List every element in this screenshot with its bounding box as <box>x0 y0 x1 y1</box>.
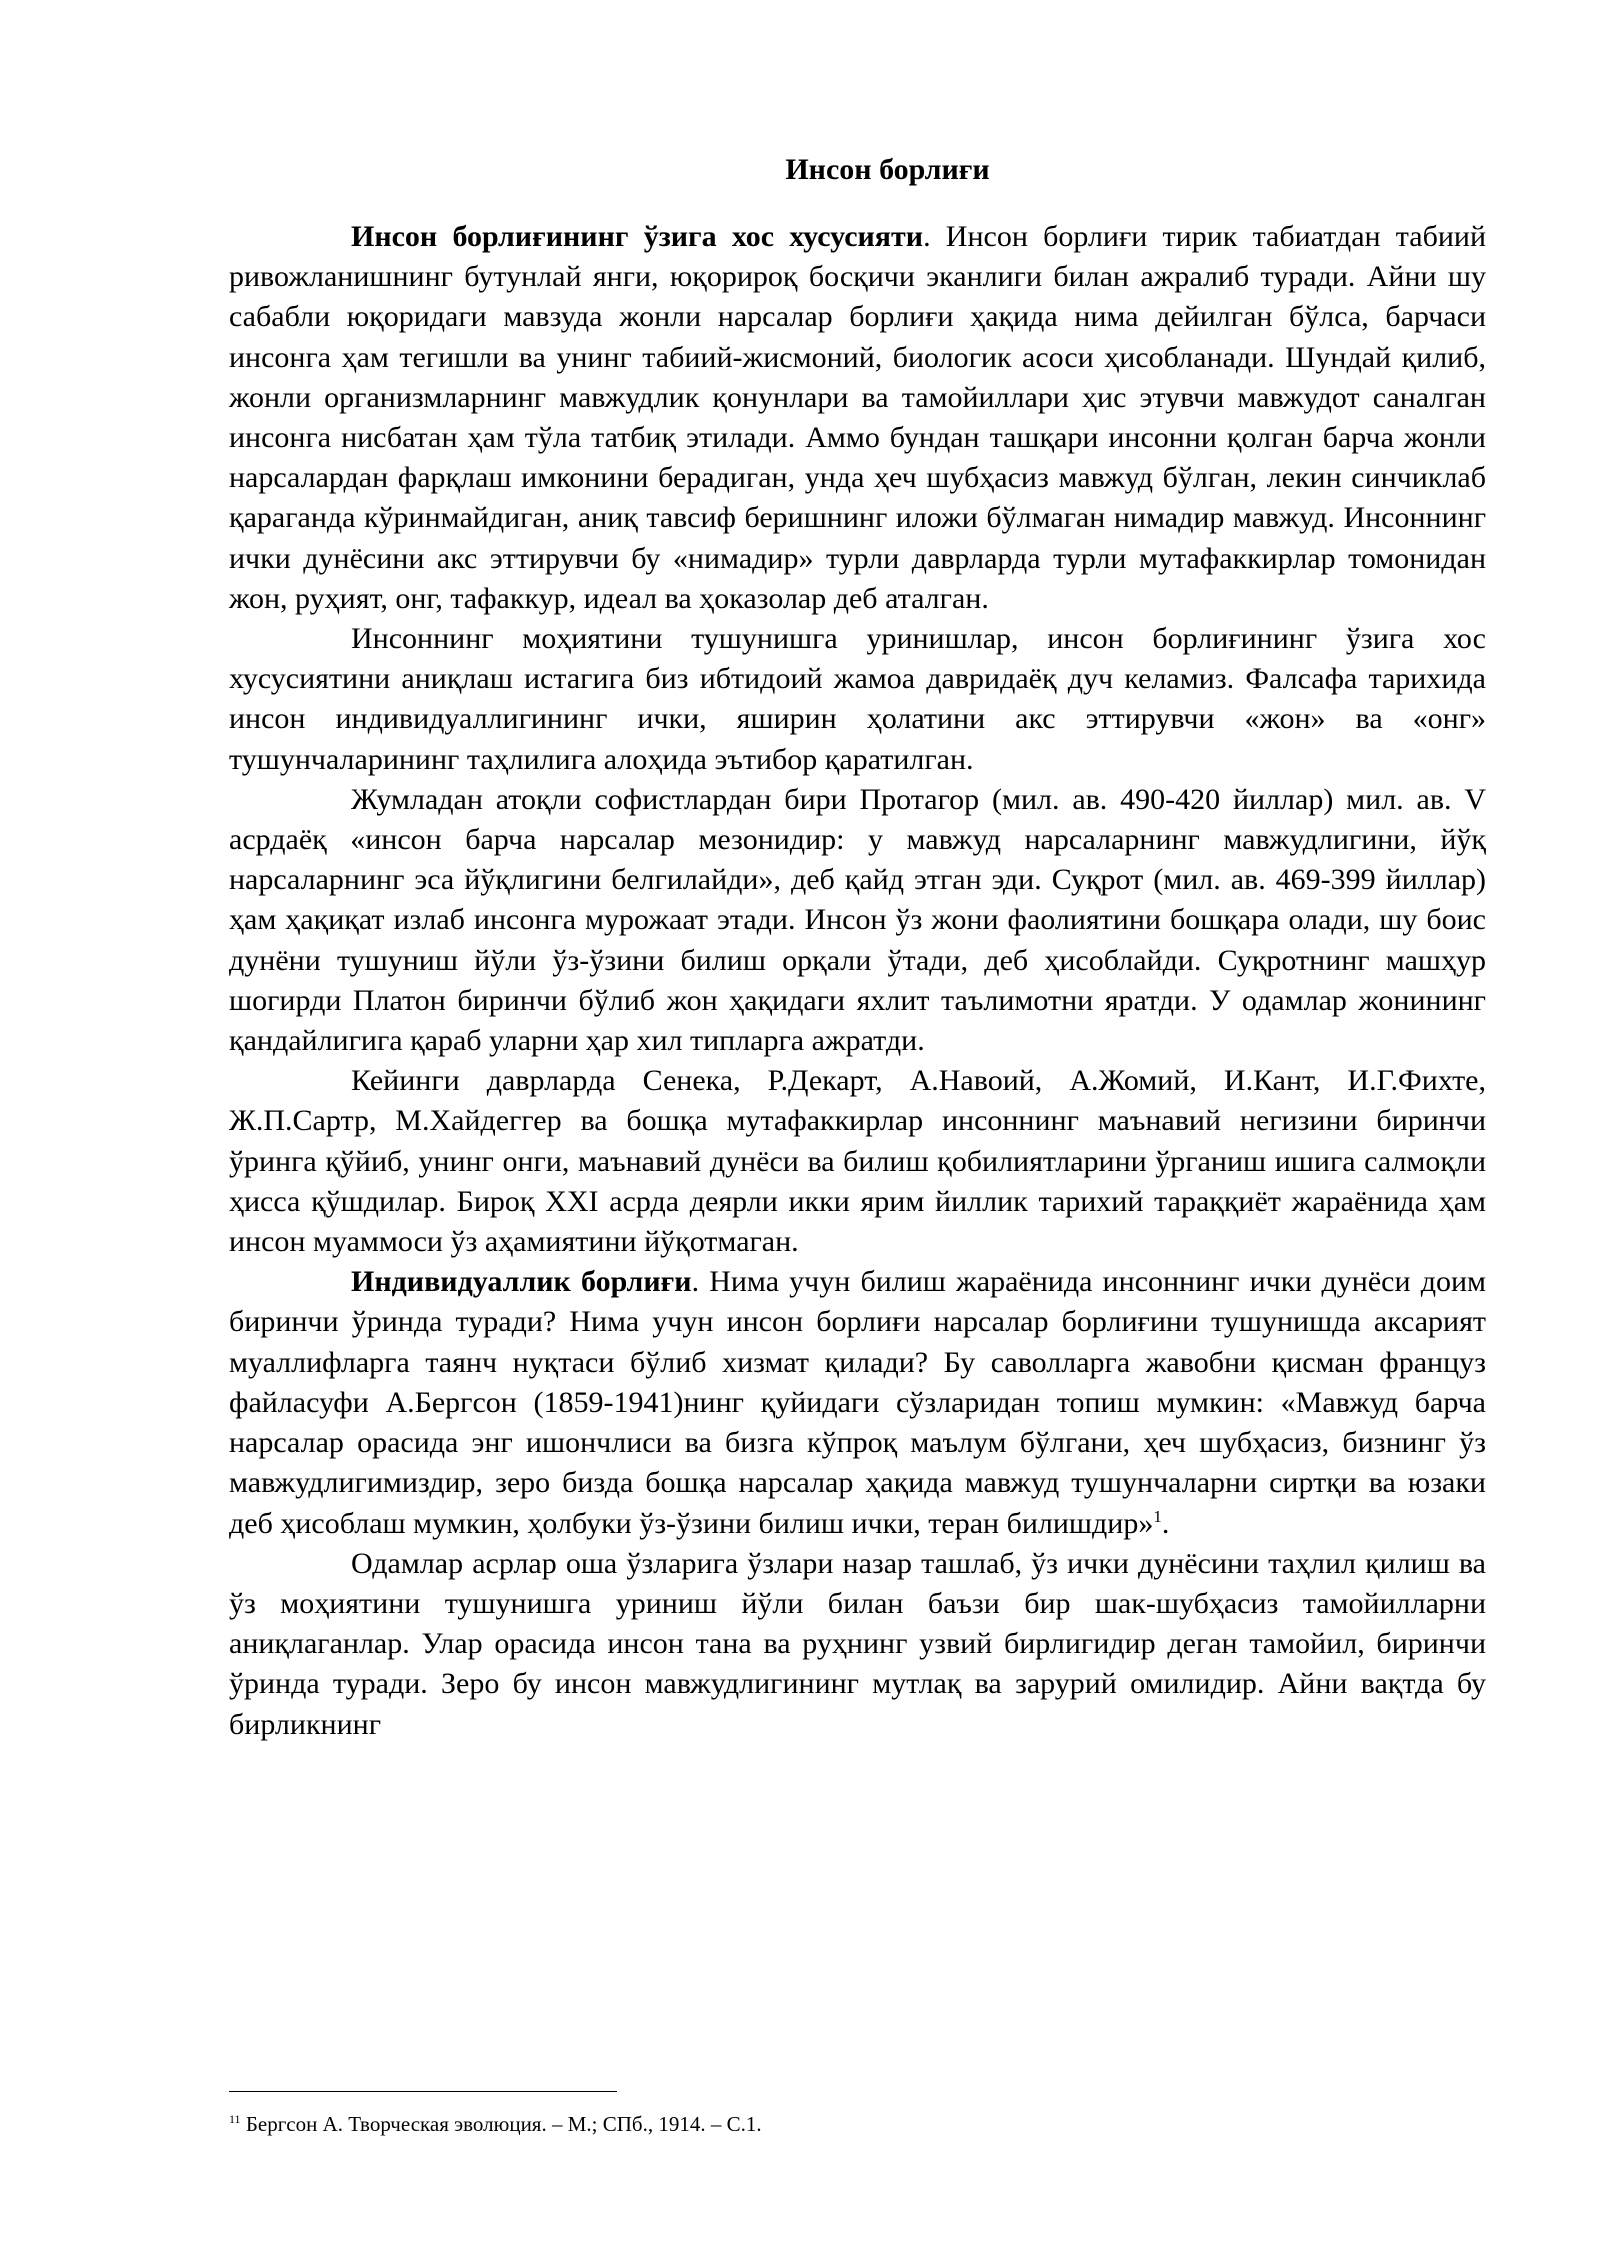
paragraph-5-tail: . <box>1161 1506 1170 1540</box>
paragraph-3 <box>229 780 1486 1061</box>
document-page <box>229 150 1486 1745</box>
paragraph-6-text: Одамлар асрлар оша ўзларига ўзлари назар ташлаб, ўз ички дунёсини таҳлил қилиш ва ўз моҳиятини тушунишга уриниш йўли билан баъзи бир шак-шубҳасиз тамойилларни аниқлаганлар. Улар орасида инсон тана ва руҳнинг узвий бирлигидир деган тамойил, биринчи ўринда туради. Зеро бу инсон мавжудлигининг мутлақ ва зарурий омилидир. Айни вақтда бу бирликнинг <box>229 1546 1486 1741</box>
paragraph-1-lead: Инсон борлиғининг ўзига хос хусусияти <box>351 220 924 253</box>
paragraph-2-text: Инсоннинг моҳиятини тушунишга уринишлар, инсон борлиғининг ўзига хос хусусиятини аниқлаш истагига биз ибтидоий жамоа давридаёқ дуч келамиз. Фалсафа тарихида инсон индивидуаллигининг ички, яширин ҳолатини акс эттирувчи «жон» ва «онг» тушунчаларининг таҳлилига алоҳида эътибор қаратилган. <box>229 622 1486 776</box>
footnote-text: Бергсон А. Творческая эволюция. – М.; СПб., 1914. – С.1. <box>240 2112 762 2136</box>
footnote-separator <box>229 2091 617 2092</box>
footnote-marker: 11 <box>229 2112 241 2126</box>
paragraph-6 <box>229 1544 1486 1745</box>
paragraph-1 <box>229 217 1486 619</box>
paragraph-4-text: Кейинги даврларда Сенека, Р.Декарт, А.Навоий, А.Жомий, И.Кант, И.Г.Фихте, Ж.П.Сартр, М.Хайдеггер ва бошқа мутафаккирлар инсоннинг маънавий негизини биринчи ўринга қўйиб, унинг онги, маънавий дунёси ва билиш қобилиятларини ўрганиш ишига салмоқли ҳисса қўшдилар. Бироқ XXI асрда деярли икки ярим йиллик тарихий тараққиёт жараёнида ҳам инсон муаммоси ўз аҳамиятини йўқотмаган. <box>229 1064 1486 1259</box>
paragraph-3-text: Жумладан атоқли софистлардан бири Протагор (мил. ав. 490-420 йиллар) мил. ав. V асрдаёқ «инсон барча нарсалар мезонидир: у мавжуд нарсаларнинг мавжудлигини, йўқ нарсаларнинг эса йўқлигини белгилайди», деб қайд этган эди. Суқрот (мил. ав. 469-399 йиллар) ҳам ҳақиқат излаб инсонга мурожаат этади. Инсон ўз жони фаолиятини бошқара олади, шу боис дунёни тушуниш йўли ўз-ўзини билиш орқали ўтади, деб ҳисоблайди. Суқротнинг машҳур шогирди Платон биринчи бўлиб жон ҳақидаги яхлит таълимотни яратди. У одамлар жонининг қандайлигига қараб уларни ҳар хил типларга ажратди. <box>229 782 1486 1058</box>
footnote-reference[interactable]: 1 <box>1153 1506 1162 1526</box>
document-title: Инсон борлиғи <box>785 153 990 186</box>
paragraph-5-lead: Индивидуаллик борлиғи <box>351 1265 692 1299</box>
paragraph-5-text: . Нима учун билиш жараёнида инсоннинг ички дунёси доим биринчи ўринда туради? Нима учун инсон борлиғи нарсалар борлиғини тушунишда аксарият муаллифларга таянч нуқтаси бўлиб хизмат қилади? Бу саволларга жавобни қисман француз файласуфи А.Бергсон (1859-1941)нинг қуйидаги сўзларидан топиш мумкин: «Мавжуд барча нарсалар орасида энг ишончлиси ва бизга кўпроқ маълум бўлгани, ҳеч шубҳасиз, бизнинг ўз мавжудлигимиздир, зеро бизда бошқа нарсалар ҳақида мавжуд тушунчаларни сиртқи ва юзаки деб ҳисоблаш мумкин, ҳолбуки ўз-ўзини билиш ички, теран билишдир» <box>229 1265 1486 1540</box>
paragraph-5 <box>229 1262 1486 1543</box>
paragraph-1-text: . Инсон борлиғи тирик табиатдан табиий ривожланишнинг бутунлай янги, юқорироқ босқичи эканлиги билан ажралиб туради. Айни шу сабабли юқоридаги мавзуда жонли нарсалар борлиғи ҳақида нима дейилган бўлса, барчаси инсонга ҳам тегишли ва унинг табиий-жисмоний, биологик асоси ҳисобланади. Шундай қилиб, жонли организмларнинг мавжудлик қонунлари ва тамойиллари ҳис этувчи мавжудот саналган инсонга нисбатан ҳам тўла татбиқ этилади. Аммо бундан ташқари инсонни қолган барча жонли нарсалардан фарқлаш имконини берадиган, унда ҳеч шубҳасиз мавжуд бўлган, лекин синчиклаб қараганда кўринмайдиган, аниқ тавсиф беришнинг иложи бўлмаган нимадир мавжуд. Инсоннинг ички дунёсини акс эттирувчи бу «нимадир» турли даврларда турли мутафаккирлар томонидан жон, руҳият, онг, тафаккур, идеал ва ҳоказолар деб аталган. <box>229 220 1487 615</box>
paragraph-4 <box>229 1061 1486 1262</box>
paragraph-2 <box>229 619 1486 780</box>
footnote <box>229 2110 762 2138</box>
